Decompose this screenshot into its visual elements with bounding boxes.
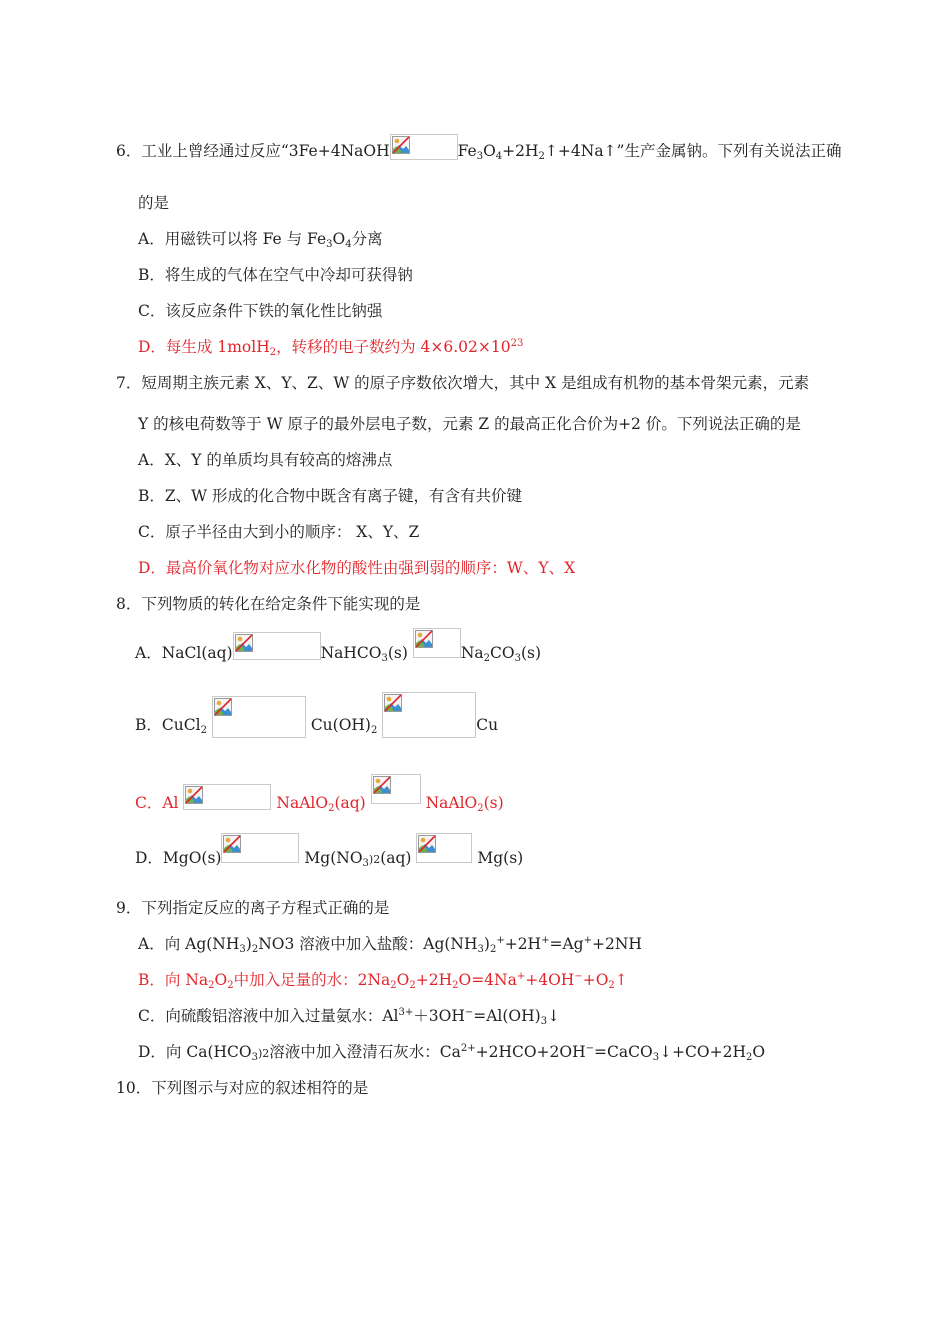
q6-stem-text: O xyxy=(483,142,496,160)
subscript: 2 xyxy=(370,725,378,736)
q8-option-a-text: (s) xyxy=(387,644,408,662)
q7-option-a: A．X、Y 的单质均具有较高的熔沸点 xyxy=(138,451,393,469)
q9-option-b-text: +O xyxy=(582,971,609,989)
superscript: 2+ xyxy=(460,1043,476,1054)
subscript: 2 xyxy=(745,1052,753,1063)
superscript: + xyxy=(516,971,526,982)
q9-option-b-text: +4OH xyxy=(525,971,575,989)
subscript: 2 xyxy=(477,803,484,814)
q9-option-c-text: =Al(OH) xyxy=(473,1007,541,1025)
q6-option-d xyxy=(138,337,523,357)
q9-option-d-text: =CaCO xyxy=(594,1043,653,1061)
q8-option-d-text: D．MgO(s) xyxy=(135,849,222,867)
subscript: 2 xyxy=(251,944,259,955)
q7-option-b: B．Z、W 形成的化合物中既含有离子键，有含有共价键 xyxy=(138,487,523,505)
subscript: 2 xyxy=(200,725,207,736)
superscript: + xyxy=(583,935,592,946)
broken-image-icon xyxy=(384,694,402,712)
q6-stem-cont: 的是 xyxy=(138,194,170,212)
q8-c-arrow-image-1 xyxy=(183,784,271,810)
q9-stem: 9．下列指定反应的离子方程式正确的是 xyxy=(116,899,390,917)
q6-option-a-text: A．用磁铁可以将 Fe 与 Fe xyxy=(138,230,327,248)
q9-option-d-text: O xyxy=(752,1043,766,1061)
subscript: 2 xyxy=(390,980,397,991)
superscript: − xyxy=(464,1007,474,1018)
q8-option-c-text: (s) xyxy=(483,794,504,812)
q6-option-b: B．将生成的气体在空气中冷却可获得钠 xyxy=(138,266,413,284)
q9-option-b: B．向 $Na_2O_2$中加入足量的水：$2Na_2O_2+2H_2O=4Na^++4OH^-+O_2↑$ xyxy=(138,971,628,991)
q8-b-arrow-image-1 xyxy=(212,696,306,738)
q8-d-arrow-image-2 xyxy=(416,833,472,863)
subscript: 2 xyxy=(608,980,615,991)
q8-c-arrow-image-2 xyxy=(371,774,421,804)
q8-option-d-text: Mg(NO xyxy=(304,849,363,867)
q8-d-arrow-image-1 xyxy=(221,833,299,863)
broken-image-icon xyxy=(223,835,241,853)
q8-option-c-text: NaAlO xyxy=(276,794,329,812)
q9-option-c xyxy=(138,1006,560,1026)
q6-stem-text: Fe xyxy=(457,142,477,160)
q8-option-d-text: (aq) xyxy=(380,849,412,867)
broken-image-icon xyxy=(214,698,232,716)
subscript-close: )2 xyxy=(368,853,381,866)
superscript: + xyxy=(496,935,505,946)
subscript: 2 xyxy=(227,980,234,991)
q9-option-b-text: O xyxy=(214,971,228,989)
subscript: 3 xyxy=(652,1052,660,1063)
q9-option-a-text: A．向 Ag(NH xyxy=(138,935,240,953)
subscript: 2 xyxy=(483,653,491,664)
q8-a-arrow-image-2 xyxy=(413,628,461,658)
subscript: 3 xyxy=(239,944,246,955)
subscript: 3 xyxy=(326,239,333,250)
subscript: 2 xyxy=(328,803,335,814)
q9-option-b-text: +2H xyxy=(415,971,453,989)
q6-condition-image xyxy=(390,134,458,160)
q9-option-d xyxy=(138,1042,765,1064)
q9-option-b-text: B．向 Na xyxy=(138,971,209,989)
broken-image-icon xyxy=(418,835,436,853)
q9-option-a: A．向 $Ag(NH_3)_2NO3$ 溶液中加入盐酸：$Ag(NH_3)_2^++2H^+=Ag^++2NH$ xyxy=(138,935,642,955)
q8-option-c xyxy=(135,774,504,814)
q8-option-d xyxy=(135,832,524,869)
q9-option-b-text: O=4Na xyxy=(458,971,517,989)
q7-stem-line2: Y 的核电荷数等于 W 原子的最外层电子数，元素 Z 的最高正化合价为+2 价。下列说法正确的是 xyxy=(138,415,801,433)
subscript: 2 xyxy=(269,347,277,358)
q6-stem xyxy=(116,134,841,161)
q8-stem: 8．下列物质的转化在给定条件下能实现的是 xyxy=(116,595,421,613)
broken-image-icon xyxy=(373,776,391,794)
q8-option-a-text: CO xyxy=(490,644,515,662)
q7-stem-line1: 7．短周期主族元素 X、Y、Z、W 的原子序数依次增大，其中 X 是组成有机物的基本骨架元素，元素 xyxy=(116,374,810,392)
q9-option-c-text: ＋3OH xyxy=(413,1007,465,1025)
subscript: 4 xyxy=(495,151,503,162)
q8-option-b xyxy=(135,690,498,736)
subscript: 3 xyxy=(514,653,521,664)
q8-a-arrow-image-1 xyxy=(233,632,321,660)
q9-option-b-text: 中加入足量的水：2Na xyxy=(233,971,391,989)
q6-stem-text: +2H xyxy=(502,142,539,160)
q8-option-b-text: B．CuCl xyxy=(135,716,201,734)
superscript: 23 xyxy=(510,338,524,349)
superscript: + xyxy=(541,935,550,946)
q6-option-a xyxy=(138,229,383,249)
subscript: 3 xyxy=(540,1016,548,1027)
superscript: − xyxy=(574,971,583,982)
subscript: 3 xyxy=(251,1052,258,1063)
q8-option-b-text: Cu(OH) xyxy=(310,716,371,734)
q9-option-c-text: C．向硫酸铝溶液中加入过量氨水：Al xyxy=(138,1007,399,1025)
q9-option-a-text: NO3 溶液中加入盐酸：Ag(NH xyxy=(258,935,478,953)
subscript: 2 xyxy=(489,944,497,955)
q8-option-c-text: C．Al xyxy=(135,794,179,812)
broken-image-icon xyxy=(185,786,203,804)
q6-option-d-text: ，转移的电子数约为 4×6.02×10 xyxy=(276,338,511,356)
q6-option-d-text: D．每生成 1molH xyxy=(138,338,270,356)
q9-option-d-text: ↓+CO+2H xyxy=(659,1043,746,1061)
q8-option-d-text: Mg(s) xyxy=(477,849,524,867)
q7-option-d: D．最高价氧化物对应水化物的酸性由强到弱的顺序：W、Y、X xyxy=(138,559,576,577)
subscript: 3 xyxy=(476,151,484,162)
q8-option-b-text: Cu xyxy=(476,716,499,734)
q6-stem-text: ↑+4Na↑”生产金属钠。下列有关说法正确 xyxy=(544,142,842,160)
subscript: 3 xyxy=(381,653,388,664)
q9-option-d-text: +2HCO+2OH xyxy=(475,1043,586,1061)
subscript: 2 xyxy=(452,980,459,991)
q8-option-a-text: NaHCO xyxy=(320,644,382,662)
q8-b-arrow-image-2 xyxy=(382,692,476,738)
q6-stem-text: 6．工业上曾经通过反应“3Fe+4NaOH xyxy=(116,142,390,160)
q6-option-c: C．该反应条件下铁的氧化性比钠强 xyxy=(138,302,383,320)
q8-option-c-text: NaAlO xyxy=(425,794,478,812)
q9-option-c-text: ↓ xyxy=(547,1007,561,1025)
q6-option-a-text: 分离 xyxy=(351,230,383,248)
broken-image-icon xyxy=(392,136,410,154)
broken-image-icon xyxy=(415,630,433,648)
q9-option-d-text: 溶液中加入澄清石灰水：Ca xyxy=(269,1043,461,1061)
q7-option-c: C．原子半径由大到小的顺序： X、Y、Z xyxy=(138,523,420,541)
superscript: − xyxy=(585,1043,595,1054)
q9-option-a-text: +2H xyxy=(504,935,542,953)
subscript-close: )2 xyxy=(257,1047,270,1060)
q8-option-a-text: Na xyxy=(460,644,484,662)
q8-option-a-text: A．NaCl(aq) xyxy=(135,644,233,662)
q9-option-d-text: D．向 Ca(HCO xyxy=(138,1043,252,1061)
q8-option-a-text: (s) xyxy=(520,644,542,662)
q10-stem: 10．下列图示与对应的叙述相符的是 xyxy=(116,1079,369,1097)
superscript: 3+ xyxy=(398,1007,414,1018)
subscript: 2 xyxy=(409,980,416,991)
subscript: 4 xyxy=(345,239,352,250)
q9-option-b-text: ↑ xyxy=(614,971,628,989)
q9-option-a-text: =Ag xyxy=(549,935,584,953)
q8-option-c-text: (aq) xyxy=(334,794,366,812)
subscript: 2 xyxy=(208,980,215,991)
q9-option-a-text: +2NH xyxy=(591,935,642,953)
q8-option-a xyxy=(135,628,541,662)
broken-image-icon xyxy=(235,634,253,652)
subscript: 3 xyxy=(362,858,369,869)
q6-option-a-text: O xyxy=(332,230,346,248)
subscript: 3 xyxy=(477,944,484,955)
subscript: 2 xyxy=(538,151,545,162)
